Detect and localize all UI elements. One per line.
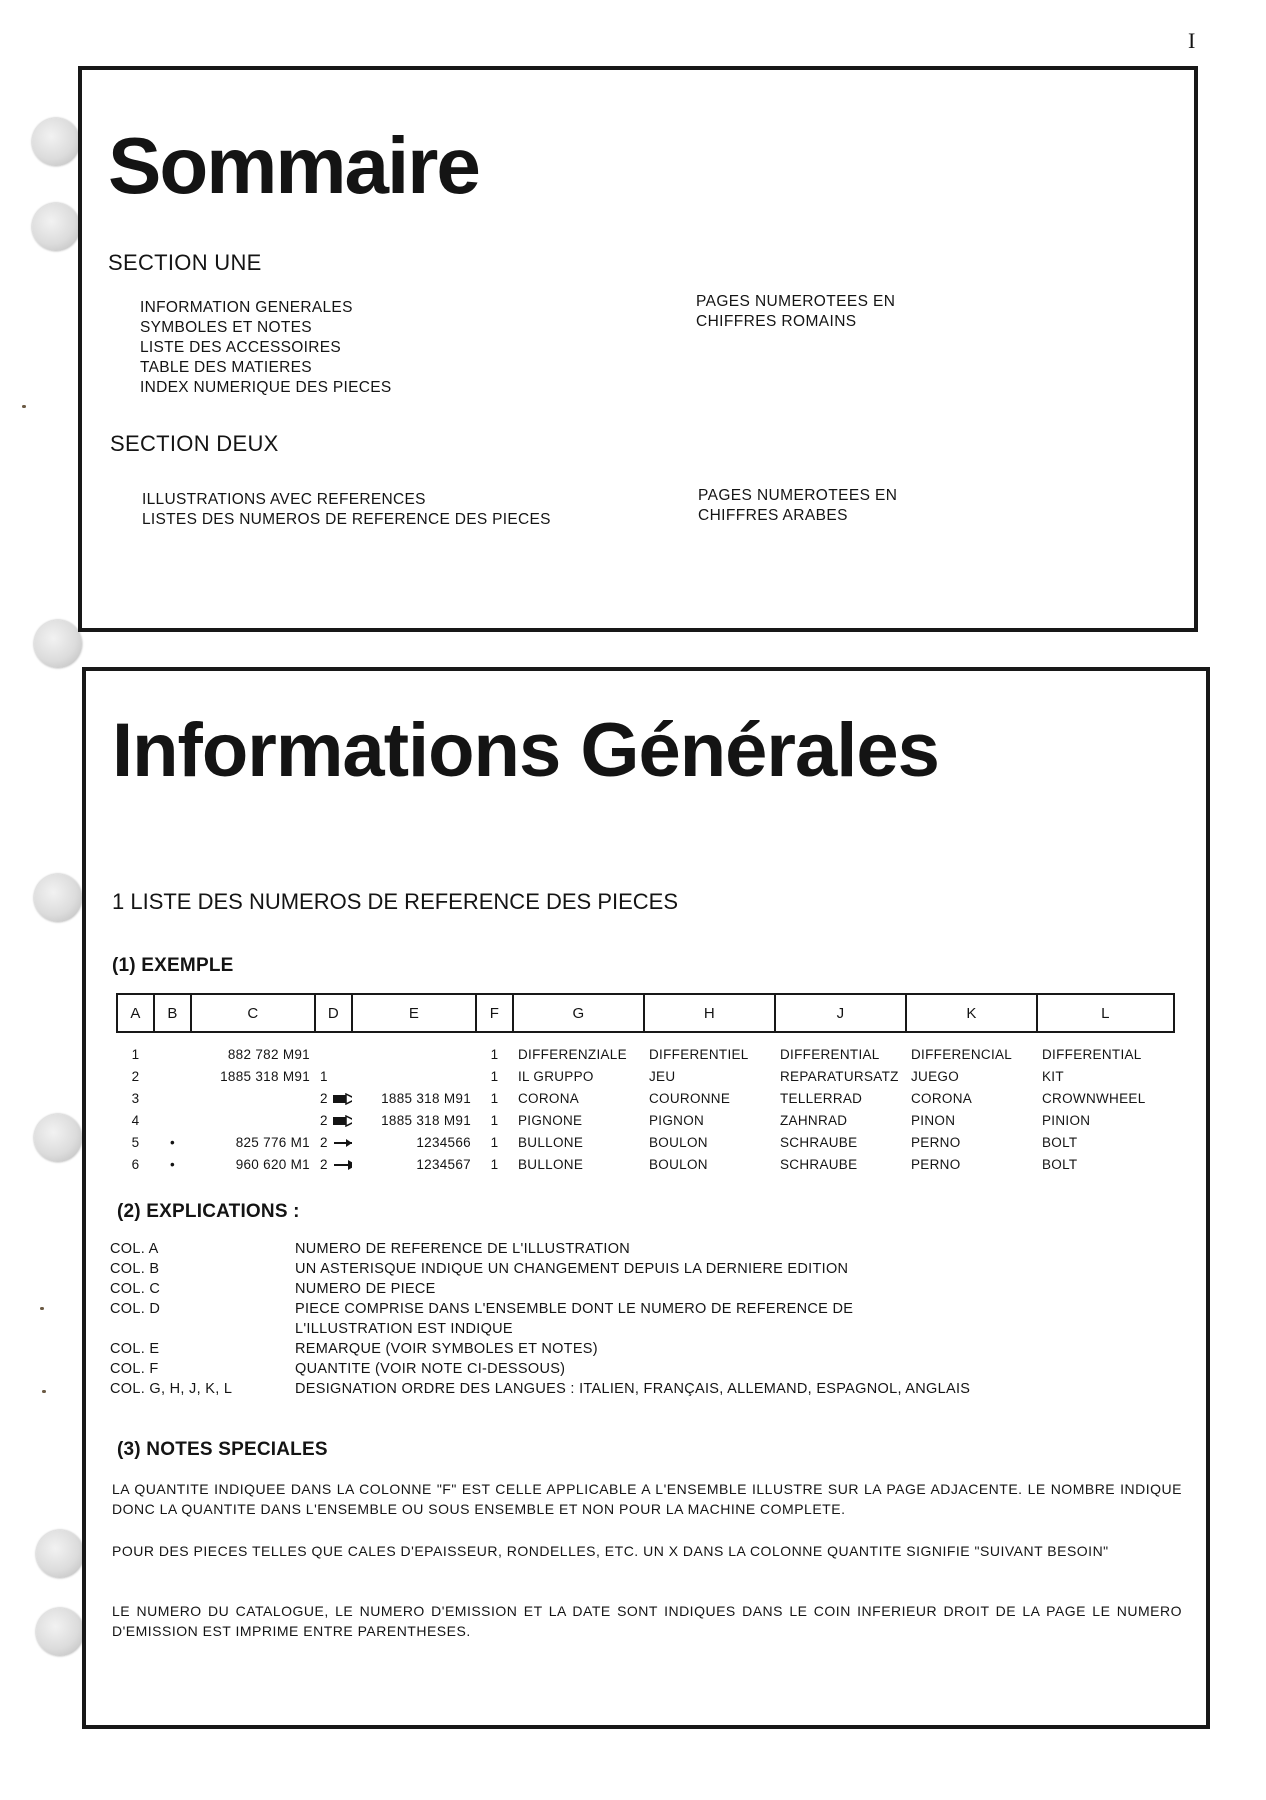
binder-punch-hole xyxy=(32,118,80,166)
example-table-header xyxy=(117,994,1174,1032)
table-cell: BULLONE xyxy=(518,1156,584,1172)
paper-speck xyxy=(22,405,26,408)
assembly-ref: 2 xyxy=(320,1112,328,1128)
table-cell: 5 xyxy=(131,1134,140,1150)
table-cell xyxy=(352,1032,476,1065)
assembly-ref: 2 xyxy=(320,1134,328,1150)
column-description: L'ILLUSTRATION EST INDIQUE xyxy=(295,1321,513,1337)
table-row xyxy=(117,1131,1174,1153)
table-cell: JUEGO xyxy=(911,1068,960,1084)
table-cell: 882 782 M91 xyxy=(227,1046,310,1062)
table-row xyxy=(117,1032,1174,1065)
column-key: COL. B xyxy=(110,1261,160,1277)
table-cell xyxy=(315,1087,352,1109)
table-cell: CROWNWHEEL xyxy=(1042,1090,1146,1106)
table-cell xyxy=(154,1109,191,1131)
column-key: COL. G, H, J, K, L xyxy=(110,1381,233,1397)
column-header: F xyxy=(476,994,513,1032)
table-cell: 4 xyxy=(131,1112,140,1128)
table-cell: DIFFERENTIAL xyxy=(780,1046,880,1062)
table-cell: 1 xyxy=(490,1046,499,1062)
assembly-ref: 1 xyxy=(320,1068,328,1084)
table-cell: BOULON xyxy=(649,1134,708,1150)
contents-item: INDEX NUMERIQUE DES PIECES xyxy=(140,379,392,396)
table-cell: 960 620 M1 xyxy=(235,1156,310,1172)
table-cell: BOLT xyxy=(1042,1134,1078,1150)
section-one-contents-list xyxy=(140,298,392,398)
explanation-row xyxy=(110,1321,970,1341)
table-cell: CORONA xyxy=(911,1090,973,1106)
contents-item: INFORMATION GENERALES xyxy=(140,299,353,316)
table-cell: 2 xyxy=(131,1068,140,1084)
table-cell: TELLERRAD xyxy=(780,1090,863,1106)
table-cell: PERNO xyxy=(911,1134,961,1150)
table-cell xyxy=(191,1109,315,1131)
table-cell: DIFFERENTIEL xyxy=(649,1046,749,1062)
page-note-line: CHIFFRES ROMAINS xyxy=(696,313,857,330)
table-cell: KIT xyxy=(1042,1068,1064,1084)
table-cell xyxy=(315,1131,352,1153)
column-header: D xyxy=(315,994,352,1032)
column-key: COL. C xyxy=(110,1281,161,1297)
table-cell xyxy=(154,1065,191,1087)
general-info-title: Informations Générales xyxy=(112,708,939,793)
assembly-ref: 2 xyxy=(320,1090,328,1106)
table-cell: 1 xyxy=(490,1090,499,1106)
part-of-assembly-icon xyxy=(332,1115,352,1127)
table-row xyxy=(117,1109,1174,1131)
column-explanations xyxy=(110,1241,970,1401)
summary-title: Sommaire xyxy=(108,121,479,210)
table-cell: SCHRAUBE xyxy=(780,1134,858,1150)
table-cell: 1 xyxy=(490,1134,499,1150)
page-note-line: PAGES NUMEROTEES EN xyxy=(696,293,896,310)
contents-item: LISTE DES ACCESSOIRES xyxy=(140,339,341,356)
column-description: UN ASTERISQUE INDIQUE UN CHANGEMENT DEPUIS LA DERNIERE EDITION xyxy=(295,1261,849,1277)
column-key xyxy=(110,1321,295,1341)
table-cell: 1234566 xyxy=(416,1134,471,1150)
table-cell: JEU xyxy=(649,1068,676,1084)
table-cell: 1 xyxy=(490,1156,499,1172)
table-row xyxy=(117,1087,1174,1109)
table-cell: CORONA xyxy=(518,1090,580,1106)
table-cell: 825 776 M1 xyxy=(235,1134,310,1150)
example-table-body xyxy=(117,1032,1174,1175)
column-header: L xyxy=(1037,994,1174,1032)
column-header: A xyxy=(117,994,154,1032)
column-description: NUMERO DE PIECE xyxy=(295,1281,436,1297)
paper-speck xyxy=(40,1307,44,1310)
table-cell: ZAHNRAD xyxy=(780,1112,848,1128)
column-header: C xyxy=(191,994,315,1032)
table-cell: 1 xyxy=(131,1046,140,1062)
table-cell: BOULON xyxy=(649,1156,708,1172)
page-note-line: PAGES NUMEROTEES EN xyxy=(698,487,898,504)
column-key: COL. D xyxy=(110,1301,161,1317)
table-cell: PIGNON xyxy=(649,1112,705,1128)
table-cell: IL GRUPPO xyxy=(518,1068,594,1084)
section-two-contents-list xyxy=(142,490,551,530)
table-cell: PINION xyxy=(1042,1112,1091,1128)
section-one-page-note xyxy=(696,292,895,332)
binder-punch-hole xyxy=(34,1114,82,1162)
table-cell: • xyxy=(169,1134,176,1150)
table-cell xyxy=(315,1109,352,1131)
column-key: COL. F xyxy=(110,1361,159,1377)
explanation-row xyxy=(110,1281,970,1301)
explanation-row xyxy=(110,1241,970,1261)
table-cell: BULLONE xyxy=(518,1134,584,1150)
table-cell xyxy=(352,1065,476,1087)
column-header: E xyxy=(352,994,476,1032)
table-cell: 1234567 xyxy=(416,1156,471,1172)
table-row xyxy=(117,1065,1174,1087)
section-two-heading: SECTION DEUX xyxy=(110,431,279,456)
superseded-arrow-icon xyxy=(332,1137,352,1149)
example-heading: (1) EXEMPLE xyxy=(112,955,234,976)
paper-speck xyxy=(42,1390,46,1393)
column-description: QUANTITE (VOIR NOTE CI-DESSOUS) xyxy=(295,1361,566,1377)
table-cell: 1885 318 M91 xyxy=(220,1068,310,1084)
explanation-row xyxy=(110,1261,970,1281)
parts-list-heading: 1 LISTE DES NUMEROS DE REFERENCE DES PIECES xyxy=(112,889,679,914)
column-key: COL. E xyxy=(110,1341,160,1357)
table-cell xyxy=(315,1032,352,1065)
table-cell xyxy=(154,1032,191,1065)
table-cell: DIFFERENCIAL xyxy=(911,1046,1013,1062)
table-cell: 6 xyxy=(131,1156,140,1172)
binder-punch-hole xyxy=(34,874,82,922)
binder-punch-hole xyxy=(36,1608,84,1656)
column-header: B xyxy=(154,994,191,1032)
assembly-ref: 2 xyxy=(320,1156,328,1172)
table-cell xyxy=(315,1065,352,1087)
explanation-row xyxy=(110,1341,970,1361)
general-info-panel xyxy=(82,667,1210,1729)
table-cell xyxy=(154,1087,191,1109)
column-description: DESIGNATION ORDRE DES LANGUES : ITALIEN, FRANÇAIS, ALLEMAND, ESPAGNOL, ANGLAIS xyxy=(295,1381,971,1397)
section-one-heading: SECTION UNE xyxy=(108,250,262,275)
contents-item: LISTES DES NUMEROS DE REFERENCE DES PIECES xyxy=(142,511,551,528)
table-cell: 3 xyxy=(131,1090,140,1106)
binder-punch-hole xyxy=(34,620,82,668)
table-cell: SCHRAUBE xyxy=(780,1156,858,1172)
table-cell: 1 xyxy=(490,1112,499,1128)
column-header: H xyxy=(644,994,775,1032)
page-note-line: CHIFFRES ARABES xyxy=(698,507,848,524)
example-table xyxy=(116,993,1175,1175)
page-number: I xyxy=(1188,28,1196,53)
table-cell: PIGNONE xyxy=(518,1112,583,1128)
binder-punch-hole xyxy=(32,203,80,251)
summary-panel xyxy=(78,66,1198,632)
table-cell xyxy=(191,1087,315,1109)
explanations-heading: (2) EXPLICATIONS : xyxy=(117,1201,300,1222)
contents-item: SYMBOLES ET NOTES xyxy=(140,319,312,336)
column-header: K xyxy=(906,994,1037,1032)
table-cell: DIFFERENTIAL xyxy=(1042,1046,1142,1062)
special-note-paragraph: LE NUMERO DU CATALOGUE, LE NUMERO D'EMISSION ET LA DATE SONT INDIQUES DANS LE COIN INFERIEUR DROIT DE LA PAGE LE NUMERO D'EMISSION EST IMPRIME ENTRE PARENTHESES. xyxy=(112,1603,1182,1639)
table-cell: PINON xyxy=(911,1112,956,1128)
column-header: J xyxy=(775,994,906,1032)
binder-punch-hole xyxy=(36,1530,84,1578)
table-row xyxy=(117,1153,1174,1175)
table-cell: PERNO xyxy=(911,1156,961,1172)
table-cell: • xyxy=(169,1156,176,1172)
table-cell: BOLT xyxy=(1042,1156,1078,1172)
column-description: NUMERO DE REFERENCE DE L'ILLUSTRATION xyxy=(295,1241,631,1257)
section-two-page-note xyxy=(698,486,897,526)
table-cell: 1 xyxy=(490,1068,499,1084)
table-cell: COURONNE xyxy=(649,1090,731,1106)
special-note-paragraph: LA QUANTITE INDIQUEE DANS LA COLONNE "F" EST CELLE APPLICABLE A L'ENSEMBLE ILLUSTRE SUR LA PAGE ADJACENTE. LE NOMBRE INDIQUE DONC LA QUANTITE DANS L'ENSEMBLE OU SOUS ENSEMBLE ET NON POUR LA MACHINE COMPLETE. xyxy=(112,1481,1182,1517)
part-of-assembly-icon xyxy=(332,1093,352,1105)
contents-item: TABLE DES MATIERES xyxy=(140,359,312,376)
table-cell: 1885 318 M91 xyxy=(381,1112,471,1128)
column-description: REMARQUE (VOIR SYMBOLES ET NOTES) xyxy=(295,1341,598,1357)
explanation-row xyxy=(110,1301,970,1321)
table-cell: DIFFERENZIALE xyxy=(518,1046,627,1062)
column-description: PIECE COMPRISE DANS L'ENSEMBLE DONT LE NUMERO DE REFERENCE DE xyxy=(295,1301,854,1317)
explanation-row xyxy=(110,1361,970,1381)
table-cell: 1885 318 M91 xyxy=(381,1090,471,1106)
column-key: COL. A xyxy=(110,1241,159,1257)
special-note-paragraph: POUR DES PIECES TELLES QUE CALES D'EPAISSEUR, RONDELLES, ETC. UN X DANS LA COLONNE QUANTITE SIGNIFIE "SUIVANT BESOIN" xyxy=(112,1543,1109,1559)
special-notes-heading: (3) NOTES SPECIALES xyxy=(117,1439,328,1460)
explanation-row xyxy=(110,1381,970,1401)
replacement-arrow-icon xyxy=(332,1159,352,1171)
table-cell: REPARATURSATZ xyxy=(780,1068,899,1084)
contents-item: ILLUSTRATIONS AVEC REFERENCES xyxy=(142,491,426,508)
table-cell xyxy=(315,1153,352,1175)
column-header: G xyxy=(513,994,644,1032)
